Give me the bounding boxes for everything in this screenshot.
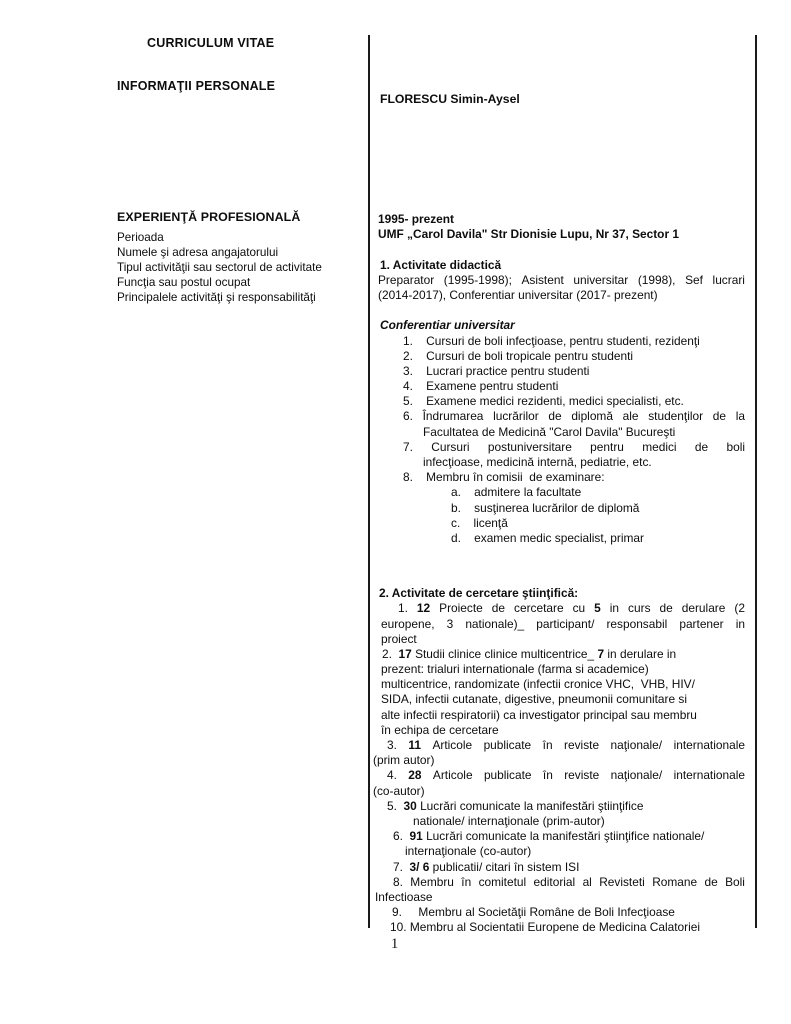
text-line: multicentrice, randomizate (infectii cronice VHC, VHB, HIV/ [381,677,695,692]
experience-section-heading: EXPERIENŢĂ PROFESIONALĂ [117,210,301,224]
field-label: Tipul activităţii sau sectorul de activitate [117,261,322,275]
text-line: în echipa de cercetare [381,722,499,737]
field-label: Principalele activităţi şi responsabilităţi [117,291,316,305]
text-line: 2. 17 Studii clinice clinice multicentrice_ 7 in derulare in [382,646,677,661]
text-line: Infectioase [375,889,433,904]
personal-info-heading: INFORMAŢII PERSONALE [117,79,276,93]
text-line: UMF „Carol Davila" Str Dionisie Lupu, Nr 37, Sector 1 [378,227,679,242]
text-line: nationale/ internaţionale (prim-autor) [413,813,605,828]
field-label: Perioada [117,231,164,245]
text-line: 3. 11 Articole publicate în reviste naţionale/ internationale [387,738,745,752]
text-line: 6. 91 Lucrări comunicate la manifestări ştiinţifice nationale/ [393,829,705,844]
text-line: (2014-2017), Conferentiar universitar (2017- prezent) [378,287,658,302]
page-right-border-line [755,35,757,928]
text-line: (co-autor) [373,783,425,798]
text-line: 7. 3/ 6 publicatii/ citari în sistem ISI [393,859,580,874]
column-divider-line [368,35,370,928]
text-line: 10. Membru al Socientatii Europene de Medicina Calatoriei [390,920,700,935]
text-line: prezent: trialuri internationale (farma si academice) [381,662,649,677]
text-line: 2. Activitate de cercetare ştiinţifică: [379,586,579,601]
text-line: infecţioase, medicină internă, pediatrie, etc. [423,455,652,469]
text-line: 1. Cursuri de boli infecţioase, pentru studenti, rezidenţi [403,333,700,348]
text-line: internaţionale (co-autor) [405,844,532,859]
text-line: 2. Cursuri de boli tropicale pentru studenti [403,348,634,363]
document-title: CURRICULUM VITAE [147,36,275,50]
text-line: 6. Îndrumarea lucrărilor de diplomă ale studenţilor de la [403,409,745,424]
text-line: 1. Activitate didactică [380,257,502,272]
text-line: 7. Cursuri postuniversitare pentru medici de boli [403,439,745,454]
text-line: a. admitere la facultate [451,485,582,500]
text-line: 3. Lucrari practice pentru studenti [403,363,590,378]
text-line: proiect [381,631,417,646]
text-line: europene, 3 nationale)_ participant/ responsabil partener in [381,616,745,631]
field-label: Funcţia sau postul ocupat [117,276,251,290]
field-label: Numele şi adresa angajatorului [117,246,279,260]
text-line: 1. 12 Proiecte de cercetare cu 5 in curs de derulare (2 [398,601,745,616]
text-line: 4. 28 Articole publicate în reviste naţionale/ internationale [387,768,745,783]
text-line: Preparator (1995-1998); Asistent universitar (1998), Sef lucrari [378,272,745,287]
right-column [373,212,745,935]
text-line: 9. Membru al Societăţii Române de Boli Infecţioase [392,905,675,920]
text-line: SIDA, infectii cutanate, digestive, pneumonii comunitare si [381,692,688,707]
field-labels-list [117,230,372,305]
text-line: 1995- prezent [378,212,455,226]
page-number: 1 [391,936,399,952]
text-line [373,242,745,257]
text-line: b. susţinerea lucrărilor de diplomă [451,500,640,515]
text-line: 5. Examene medici rezidenti, medici specialisti, etc. [403,394,684,409]
text-line: Facultatea de Medicină "Carol Davila" Bucureşti [423,424,676,439]
text-line: c. licenţă [451,515,508,530]
text-line: 8. Membru în comitetul editorial al Revisteti Romane de Boli [393,874,745,889]
text-line [373,303,745,318]
person-name: FLORESCU Simin-Aysel [380,92,520,106]
text-line: 4. Examene pentru studenti [403,379,559,394]
text-line: Conferentiar universitar [380,318,515,333]
text-line: d. examen medic specialist, primar [451,530,644,545]
text-line: 5. 30 Lucrări comunicate la manifestări ştiinţifice [387,798,644,813]
text-line: alte infectii respiratorii) ca investigator principal sau membru [381,707,697,722]
experience-label-block [117,210,372,306]
text-line: (prim autor) [373,753,435,768]
text-line: 8. Membru în comisii de examinare: [403,470,605,485]
